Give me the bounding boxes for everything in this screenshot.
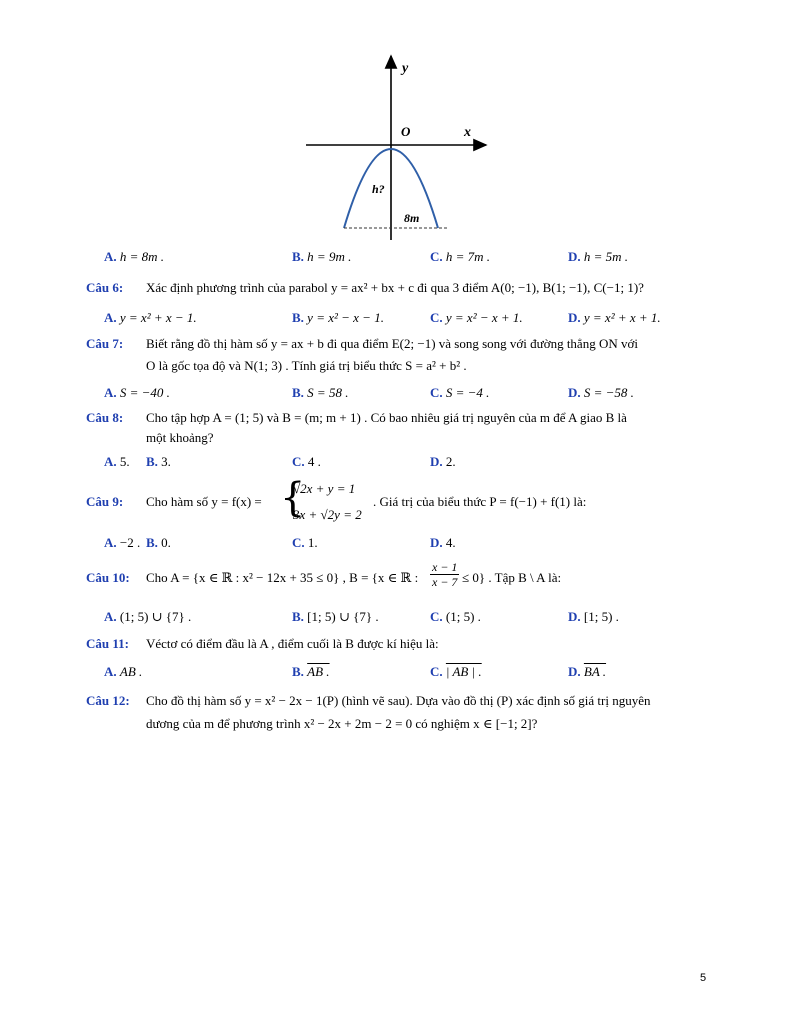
q11-option-c[interactable] bbox=[430, 664, 482, 680]
q8-number: Câu 8: bbox=[86, 410, 124, 425]
option-text: 3. bbox=[161, 454, 171, 469]
q9-number: Câu 9: bbox=[86, 494, 124, 509]
option-text: y = x² − x − 1. bbox=[307, 310, 384, 325]
q10-option-a[interactable] bbox=[104, 609, 191, 625]
q7-line2: O là gốc tọa độ và N(1; 3) . Tính giá trị biểu thức S = a² + b² . bbox=[146, 358, 467, 373]
origin-label: O bbox=[401, 124, 411, 139]
option-text: AB . bbox=[307, 664, 330, 679]
q9-option-a[interactable] bbox=[104, 535, 140, 551]
q5-option-a[interactable] bbox=[104, 249, 164, 265]
option-text: h = 5m . bbox=[583, 249, 629, 264]
option-label: D. bbox=[568, 310, 581, 325]
q6-option-b[interactable] bbox=[292, 310, 384, 326]
option-label: C. bbox=[430, 249, 443, 264]
option-label: A. bbox=[104, 310, 117, 325]
option-label: C. bbox=[430, 664, 443, 679]
option-text: BA . bbox=[583, 664, 607, 679]
page-number: 5 bbox=[700, 972, 707, 984]
option-text: 4 . bbox=[307, 454, 321, 469]
option-label: A. bbox=[104, 385, 117, 400]
option-label: A. bbox=[104, 454, 117, 469]
option-text: | AB | . bbox=[445, 664, 482, 679]
option-label: B. bbox=[146, 454, 158, 469]
option-label: D. bbox=[568, 249, 581, 264]
option-text: 2. bbox=[445, 454, 456, 469]
option-text: y = x² − x + 1. bbox=[445, 310, 523, 325]
option-label: B. bbox=[292, 609, 304, 624]
q8-line2: một khoảng? bbox=[146, 430, 214, 445]
q8-line1: Cho tập hợp A = (1; 5) và B = (m; m + 1) . Có bao nhiêu giá trị nguyên của m để A giao B là bbox=[146, 410, 627, 425]
q11-option-b[interactable] bbox=[292, 664, 330, 680]
y-axis-label: y bbox=[402, 61, 409, 76]
option-label: C. bbox=[292, 454, 305, 469]
option-label: D. bbox=[430, 535, 443, 550]
option-text: h = 7m . bbox=[445, 249, 491, 264]
option-label: C. bbox=[292, 535, 305, 550]
option-label: B. bbox=[292, 664, 304, 679]
option-text: 4. bbox=[445, 535, 456, 550]
option-text: 1. bbox=[307, 535, 318, 550]
q11-text: Véctơ có điểm đầu là A , điểm cuối là B được kí hiệu là: bbox=[146, 636, 439, 651]
q10-option-d[interactable] bbox=[568, 609, 619, 625]
q6-number: Câu 6: bbox=[86, 280, 124, 295]
q11-number: Câu 11: bbox=[86, 636, 129, 651]
option-label: D. bbox=[568, 664, 581, 679]
option-label: B. bbox=[146, 535, 158, 550]
q10-number: Câu 10: bbox=[86, 570, 130, 585]
q8-option-c[interactable] bbox=[292, 454, 321, 470]
option-label: A. bbox=[104, 535, 117, 550]
q7-line1: Biết rằng đồ thị hàm số y = ax + b đi qua điểm E(2; −1) và song song với đường thẳng ON với bbox=[146, 336, 638, 351]
option-text: h = 9m . bbox=[307, 249, 352, 264]
option-label: A. bbox=[104, 249, 117, 264]
option-label: C. bbox=[430, 310, 443, 325]
width-label: 8m bbox=[404, 211, 420, 225]
q9-pre: Cho hàm số y = f(x) = bbox=[146, 494, 262, 509]
q7-option-a[interactable] bbox=[104, 385, 170, 401]
option-text: S = −58 . bbox=[583, 385, 634, 400]
option-label: D. bbox=[568, 385, 581, 400]
q7-option-c[interactable] bbox=[430, 385, 489, 401]
option-label: C. bbox=[430, 385, 443, 400]
q9-option-b[interactable] bbox=[146, 535, 171, 551]
option-label: C. bbox=[430, 609, 443, 624]
q6-text: Xác định phương trình của parabol y = ax² + bx + c đi qua 3 điểm A(0; −1), B(1; −1), C(−1; 1)? bbox=[146, 280, 644, 295]
q5-option-b[interactable] bbox=[292, 249, 351, 265]
option-label: B. bbox=[292, 385, 304, 400]
q7-number: Câu 7: bbox=[86, 336, 124, 351]
q11-option-d[interactable] bbox=[568, 664, 606, 680]
q6-option-c[interactable] bbox=[430, 310, 523, 326]
system-brace: { bbox=[280, 475, 306, 521]
q9-post: . Giá trị của biểu thức P = f(−1) + f(1) là: bbox=[373, 494, 587, 509]
option-text: S = −40 . bbox=[119, 385, 170, 400]
option-text: 0. bbox=[161, 535, 171, 550]
option-text: (1; 5) ∪ {7} . bbox=[119, 609, 192, 624]
q5-option-d[interactable] bbox=[568, 249, 628, 265]
q8-option-d[interactable] bbox=[430, 454, 456, 470]
height-label: h? bbox=[372, 182, 385, 196]
q9-option-d[interactable] bbox=[430, 535, 456, 551]
q7-option-b[interactable] bbox=[292, 385, 348, 401]
q10-fraction bbox=[430, 560, 459, 589]
q10-option-c[interactable] bbox=[430, 609, 481, 625]
q10-post: ≤ 0} . Tập B \ A là: bbox=[462, 570, 562, 585]
q8-option-b[interactable] bbox=[146, 454, 171, 470]
option-text: y = x² + x − 1. bbox=[119, 310, 197, 325]
option-label: A. bbox=[104, 664, 117, 679]
option-text: −2 . bbox=[119, 535, 141, 550]
q6-option-d[interactable] bbox=[568, 310, 661, 326]
q11-option-a[interactable] bbox=[104, 664, 142, 680]
option-text: (1; 5) . bbox=[445, 609, 481, 624]
q10-pre: Cho A = {x ∈ ℝ : x² − 12x + 35 ≤ 0} , B = {x ∈ ℝ : bbox=[146, 570, 419, 585]
option-text: [1; 5) ∪ {7} . bbox=[307, 609, 379, 624]
q9-case2: 3x + √2y = 2 bbox=[293, 507, 362, 522]
fraction-numerator: x − 1 bbox=[432, 560, 458, 574]
q6-option-a[interactable] bbox=[104, 310, 197, 326]
option-text: 5. bbox=[119, 454, 130, 469]
option-text: [1; 5) . bbox=[583, 609, 619, 624]
option-text: h = 8m . bbox=[119, 249, 165, 264]
q5-option-c[interactable] bbox=[430, 249, 490, 265]
q7-option-d[interactable] bbox=[568, 385, 634, 401]
q10-option-b[interactable] bbox=[292, 609, 379, 625]
option-text: AB . bbox=[119, 664, 143, 679]
q9-case1: √2x + y = 1 bbox=[293, 481, 356, 496]
option-label: D. bbox=[430, 454, 443, 469]
q8-option-a[interactable] bbox=[104, 454, 130, 470]
parabola-figure bbox=[300, 50, 500, 245]
option-text: y = x² + x + 1. bbox=[583, 310, 661, 325]
option-label: B. bbox=[292, 249, 304, 264]
option-label: D. bbox=[568, 609, 581, 624]
x-axis-label: x bbox=[464, 125, 471, 140]
option-label: B. bbox=[292, 310, 304, 325]
option-text: S = −4 . bbox=[445, 385, 490, 400]
q12-number: Câu 12: bbox=[86, 693, 130, 708]
q12-line1: Cho đồ thị hàm số y = x² − 2x − 1(P) (hình vẽ sau). Dựa vào đồ thị (P) xác định số giá trị nguyên bbox=[146, 693, 651, 708]
option-label: A. bbox=[104, 609, 117, 624]
fraction-denominator: x − 7 bbox=[432, 575, 458, 589]
q9-option-c[interactable] bbox=[292, 535, 318, 551]
q12-line2: dương của m để phương trình x² − 2x + 2m − 2 = 0 có nghiệm x ∈ [−1; 2]? bbox=[146, 716, 538, 731]
option-text: S = 58 . bbox=[307, 385, 349, 400]
